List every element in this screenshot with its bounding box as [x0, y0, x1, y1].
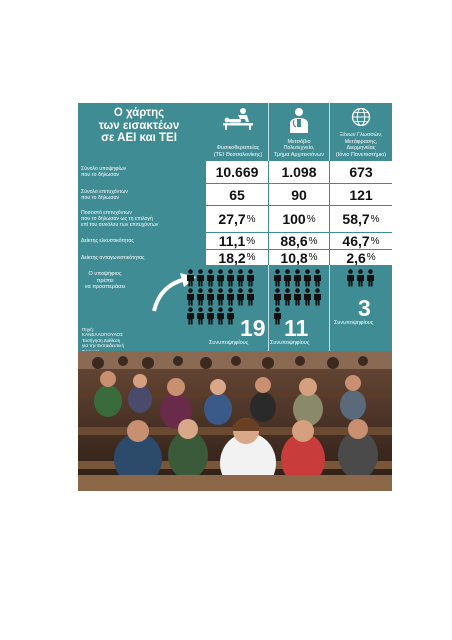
cell-value: 11,1 % [218, 233, 256, 249]
cell-value: 90 [291, 186, 307, 203]
person-icon [187, 269, 194, 286]
group-caption: Συνυποψηφίους [270, 340, 310, 346]
column-caption: Ξένων Γλωσσών, Μετάφρασης, Διερμηνείας (Ιόνιο Πανεπιστήμιο) [335, 132, 387, 158]
cell-value: 65 [229, 186, 245, 203]
person-icon [197, 307, 204, 324]
person-icon [274, 269, 281, 286]
person-icon [187, 307, 194, 324]
people-group [273, 269, 329, 309]
group-caption: Συνυποψηφίους [334, 320, 374, 326]
person-icon [294, 288, 301, 305]
row-label: Σύνολο επιτυχόντων που το δήλωσαν [78, 184, 206, 205]
person-icon [217, 288, 224, 305]
column-architecture [269, 103, 329, 161]
group-caption: Συνυποψηφίους [209, 340, 249, 346]
person-icon [197, 269, 204, 286]
competitors-band [78, 265, 392, 351]
band-intro: Ο υποψήφιος πρέπει να προσπεράσει [84, 271, 126, 290]
column-physiotherapy [208, 103, 268, 161]
person-icon [357, 269, 364, 286]
person-icon [207, 307, 214, 324]
person-icon [314, 288, 321, 305]
person-icon [284, 288, 291, 305]
row-label: Δείκτης ανταγωνιστικότητας [78, 250, 206, 265]
cell-value: 121 [349, 186, 373, 203]
column-divider [329, 161, 330, 265]
people-pictogram [346, 269, 376, 288]
person-icon [227, 307, 234, 324]
cell-value: 58,7 % [342, 211, 380, 227]
person-icon [347, 269, 354, 286]
column-divider [268, 265, 269, 351]
cell-value: 88,6 % [280, 233, 318, 249]
doctor-icon [286, 107, 312, 133]
person-icon [217, 307, 224, 324]
table-row [78, 161, 392, 183]
person-icon [197, 288, 204, 305]
person-icon [314, 269, 321, 286]
person-icon [284, 269, 291, 286]
column-caption: Φυσικοθεραπείας (ΤΕΙ Θεσσαλονίκης) [213, 145, 263, 158]
globe-icon [351, 107, 371, 127]
row-label: Ποσοστό επιτυχόντων που το δήλωσαν ως τη επιλογή επί του συνόλου των επιτυχόντων [78, 206, 206, 232]
infographic-title: Ο χάρτης των εισακτέων σε ΑΕΙ και ΤΕΙ [98, 107, 180, 144]
column-caption: Μετσόβιο Πολυτεχνείο, Τμήμα Αρχιτεκτόνων [273, 138, 325, 158]
cell-value: 1.098 [281, 164, 317, 180]
cell-value: 673 [349, 164, 373, 180]
cell-value: 10.669 [215, 164, 259, 180]
person-icon [274, 307, 281, 324]
lecture-hall-photo [78, 351, 392, 491]
person-icon [274, 288, 281, 305]
cell-value: 27,7 % [218, 211, 256, 227]
person-icon [187, 288, 194, 305]
person-icon [217, 269, 224, 286]
person-icon [304, 288, 311, 305]
people-group [346, 269, 386, 289]
person-icon [294, 269, 301, 286]
person-icon [227, 288, 234, 305]
cell-value: 18,2 % [218, 249, 256, 266]
row-label: Δείκτης ελκυστικότητας [78, 233, 206, 249]
column-divider [268, 161, 269, 265]
infographic-header [78, 103, 392, 161]
person-icon [367, 269, 374, 286]
person-icon [227, 269, 234, 286]
cell-value: 2,6 % [346, 249, 376, 266]
table-row [78, 184, 392, 205]
person-icon [247, 288, 254, 305]
person-icon [207, 269, 214, 286]
column-languages [330, 103, 392, 161]
person-icon [304, 269, 311, 286]
person-icon [247, 269, 254, 286]
cell-value: 46,7 % [342, 233, 380, 249]
infographic-card [78, 103, 392, 491]
row-label: Σύνολο υποψηφίων που το δήλωσαν [78, 161, 206, 183]
cell-value: 100 % [282, 211, 316, 227]
physiotherapy-icon [221, 107, 255, 131]
group-number: 19 [240, 315, 266, 341]
person-icon [237, 288, 244, 305]
group-number: 11 [284, 315, 309, 341]
source-note: Πηγή: ΚΑΝΕΛΛΟΠΟΥΛΟΣ 'Εισήγηση Διάθεση για την Εκπαιδευτική [82, 327, 125, 349]
cell-value: 10,8 % [280, 249, 318, 266]
group-number: 3 [358, 295, 371, 321]
person-icon [207, 288, 214, 305]
column-divider [329, 265, 330, 351]
table-row [78, 250, 392, 265]
table-row [78, 206, 392, 232]
table-row [78, 233, 392, 249]
person-icon [237, 269, 244, 286]
